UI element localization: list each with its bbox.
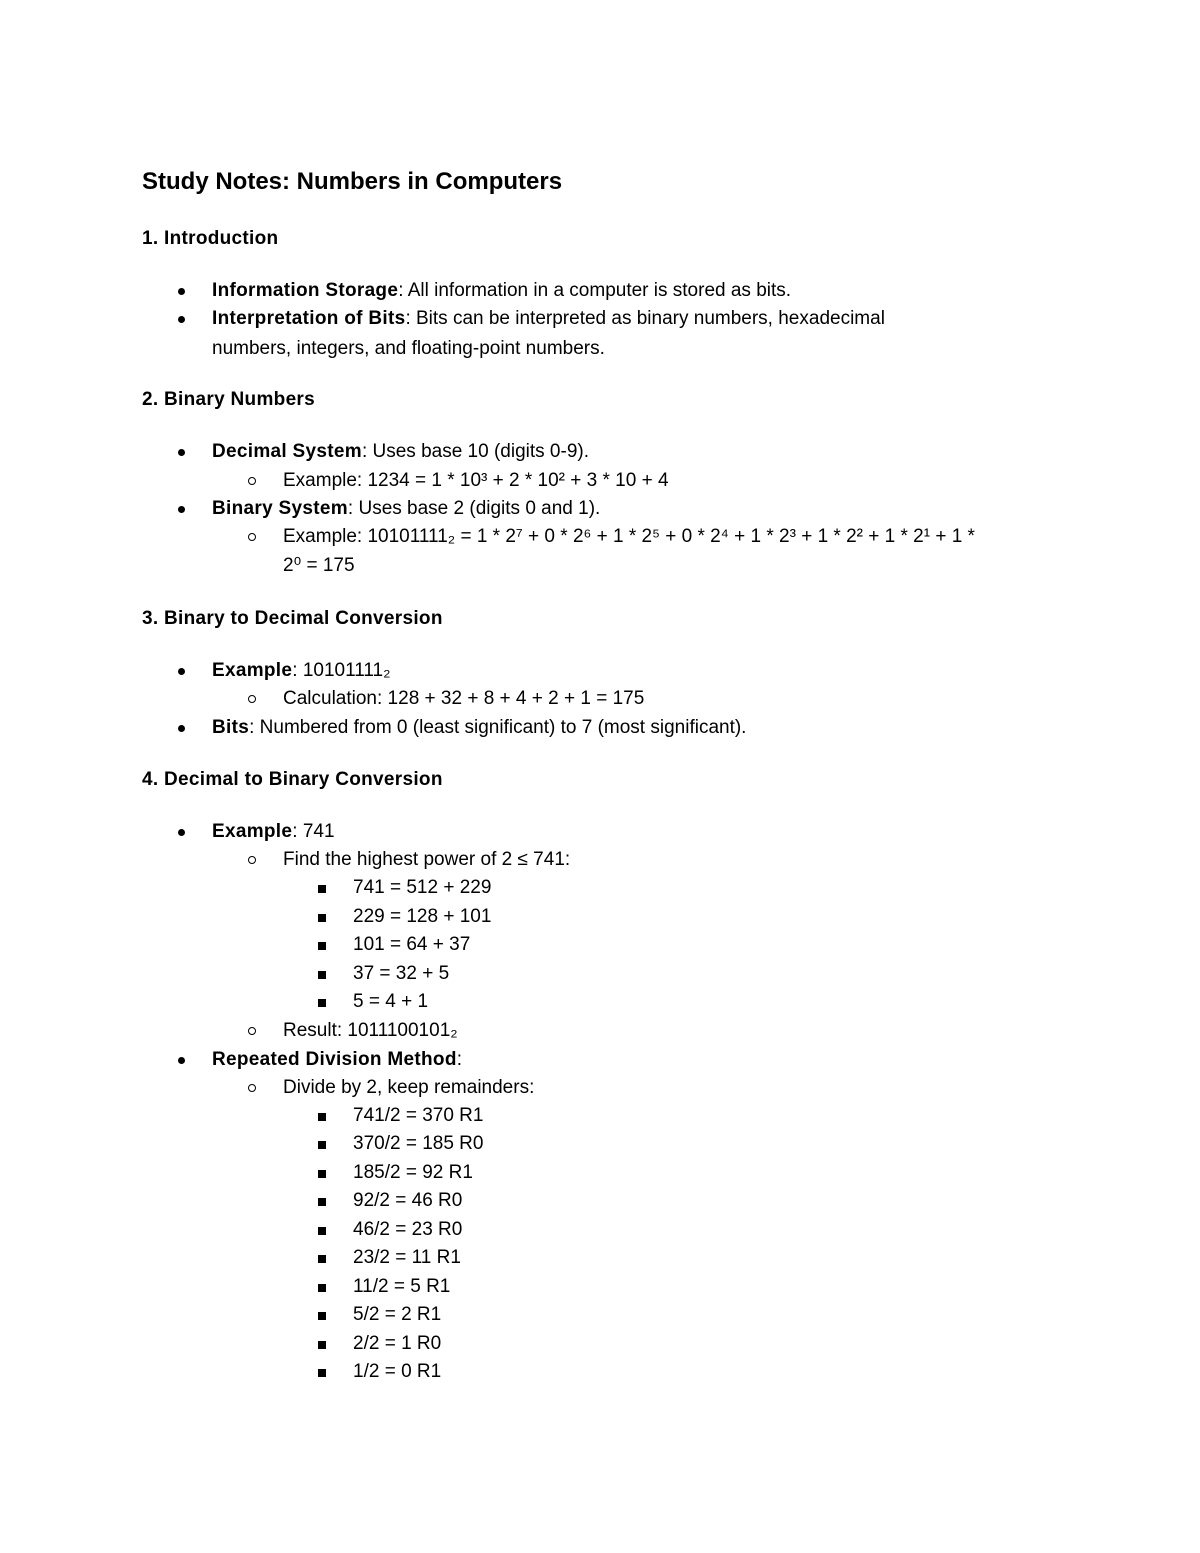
- decimal-system-item: [212, 441, 589, 463]
- example-value: : 741: [292, 821, 335, 842]
- power-step: 5 = 4 + 1: [353, 991, 429, 1012]
- square-bullet-icon: [318, 942, 326, 950]
- storage-item: [212, 280, 791, 302]
- result: Result: 1011100101₂: [283, 1020, 458, 1041]
- repeated-division-colon: :: [456, 1049, 463, 1070]
- square-bullet-icon: [318, 1141, 326, 1149]
- bullet-icon: [178, 725, 185, 732]
- square-bullet-icon: [318, 971, 326, 979]
- circle-bullet-icon: [248, 856, 256, 864]
- bullet-icon: [178, 668, 185, 675]
- square-bullet-icon: [318, 1227, 326, 1235]
- section-2-heading: 2. Binary Numbers: [142, 389, 315, 410]
- storage-text: : All information in a computer is stored as bits.: [398, 280, 792, 301]
- division-step: 46/2 = 23 R0: [353, 1219, 463, 1240]
- circle-bullet-icon: [248, 695, 256, 703]
- bits-term: Bits: [212, 717, 250, 738]
- power-step: 101 = 64 + 37: [353, 934, 471, 955]
- interpretation-item: [212, 308, 885, 330]
- section-4-heading: 4. Decimal to Binary Conversion: [142, 769, 443, 790]
- decimal-system-term: Decimal System: [212, 441, 362, 462]
- bullet-icon: [178, 449, 185, 456]
- square-bullet-icon: [318, 885, 326, 893]
- bullet-icon: [178, 316, 185, 323]
- example-term: Example: [212, 660, 293, 681]
- power-step: 229 = 128 + 101: [353, 906, 492, 927]
- binary-system-item: [212, 498, 600, 520]
- example-term: Example: [212, 821, 293, 842]
- square-bullet-icon: [318, 1312, 326, 1320]
- power-step: 37 = 32 + 5: [353, 963, 450, 984]
- bullet-icon: [178, 506, 185, 513]
- square-bullet-icon: [318, 1255, 326, 1263]
- bits-text: : Numbered from 0 (least significant) to 7 (most significant).: [249, 717, 747, 738]
- circle-bullet-icon: [248, 1084, 256, 1092]
- binary-system-term: Binary System: [212, 498, 348, 519]
- decimal-system-text: : Uses base 10 (digits 0-9).: [361, 441, 589, 462]
- binary-example: Example: 10101111₂ = 1 * 2⁷ + 0 * 2⁶ + 1 * 2⁵ + 0 * 2⁴ + 1 * 2³ + 1 * 2² + 1 * 2¹ + 1 *: [283, 526, 975, 547]
- square-bullet-icon: [318, 914, 326, 922]
- division-step: 92/2 = 46 R0: [353, 1190, 463, 1211]
- division-step: 2/2 = 1 R0: [353, 1333, 442, 1354]
- page-title: Study Notes: Numbers in Computers: [142, 168, 563, 195]
- division-step: 185/2 = 92 R1: [353, 1162, 473, 1183]
- section-1-heading: 1. Introduction: [142, 228, 279, 249]
- division-step: 741/2 = 370 R1: [353, 1105, 484, 1126]
- find-highest-power: Find the highest power of 2 ≤ 741:: [283, 849, 571, 870]
- square-bullet-icon: [318, 999, 326, 1007]
- interpretation-text: : Bits can be interpreted as binary numbers, hexadecimal: [405, 308, 885, 329]
- binary-system-text: : Uses base 2 (digits 0 and 1).: [347, 498, 601, 519]
- square-bullet-icon: [318, 1284, 326, 1292]
- division-step: 23/2 = 11 R1: [353, 1247, 461, 1268]
- circle-bullet-icon: [248, 533, 256, 541]
- division-step: 1/2 = 0 R1: [353, 1361, 442, 1382]
- binary-example-continued: 2⁰ = 175: [283, 555, 355, 576]
- division-step: 5/2 = 2 R1: [353, 1304, 442, 1325]
- decimal-example: Example: 1234 = 1 * 10³ + 2 * 10² + 3 * 10 + 4: [283, 470, 669, 491]
- divide-instruction: Divide by 2, keep remainders:: [283, 1077, 535, 1098]
- repeated-division-item: [212, 1049, 462, 1071]
- power-step: 741 = 512 + 229: [353, 877, 492, 898]
- square-bullet-icon: [318, 1170, 326, 1178]
- square-bullet-icon: [318, 1369, 326, 1377]
- square-bullet-icon: [318, 1341, 326, 1349]
- calculation: Calculation: 128 + 32 + 8 + 4 + 2 + 1 = 175: [283, 688, 645, 709]
- circle-bullet-icon: [248, 477, 256, 485]
- binary-to-decimal-example: [212, 660, 391, 682]
- bullet-icon: [178, 1057, 185, 1064]
- bullet-icon: [178, 829, 185, 836]
- circle-bullet-icon: [248, 1027, 256, 1035]
- storage-term: Information Storage: [212, 280, 399, 301]
- decimal-to-binary-example: [212, 821, 335, 843]
- square-bullet-icon: [318, 1113, 326, 1121]
- interpretation-text-continued: numbers, integers, and floating-point numbers.: [212, 338, 605, 359]
- division-step: 370/2 = 185 R0: [353, 1133, 484, 1154]
- repeated-division-term: Repeated Division Method: [212, 1049, 457, 1070]
- interpretation-term: Interpretation of Bits: [212, 308, 406, 329]
- example-value: : 10101111₂: [292, 660, 391, 681]
- bits-item: [212, 717, 746, 739]
- division-step: 11/2 = 5 R1: [353, 1276, 451, 1297]
- section-3-heading: 3. Binary to Decimal Conversion: [142, 608, 443, 629]
- square-bullet-icon: [318, 1198, 326, 1206]
- bullet-icon: [178, 288, 185, 295]
